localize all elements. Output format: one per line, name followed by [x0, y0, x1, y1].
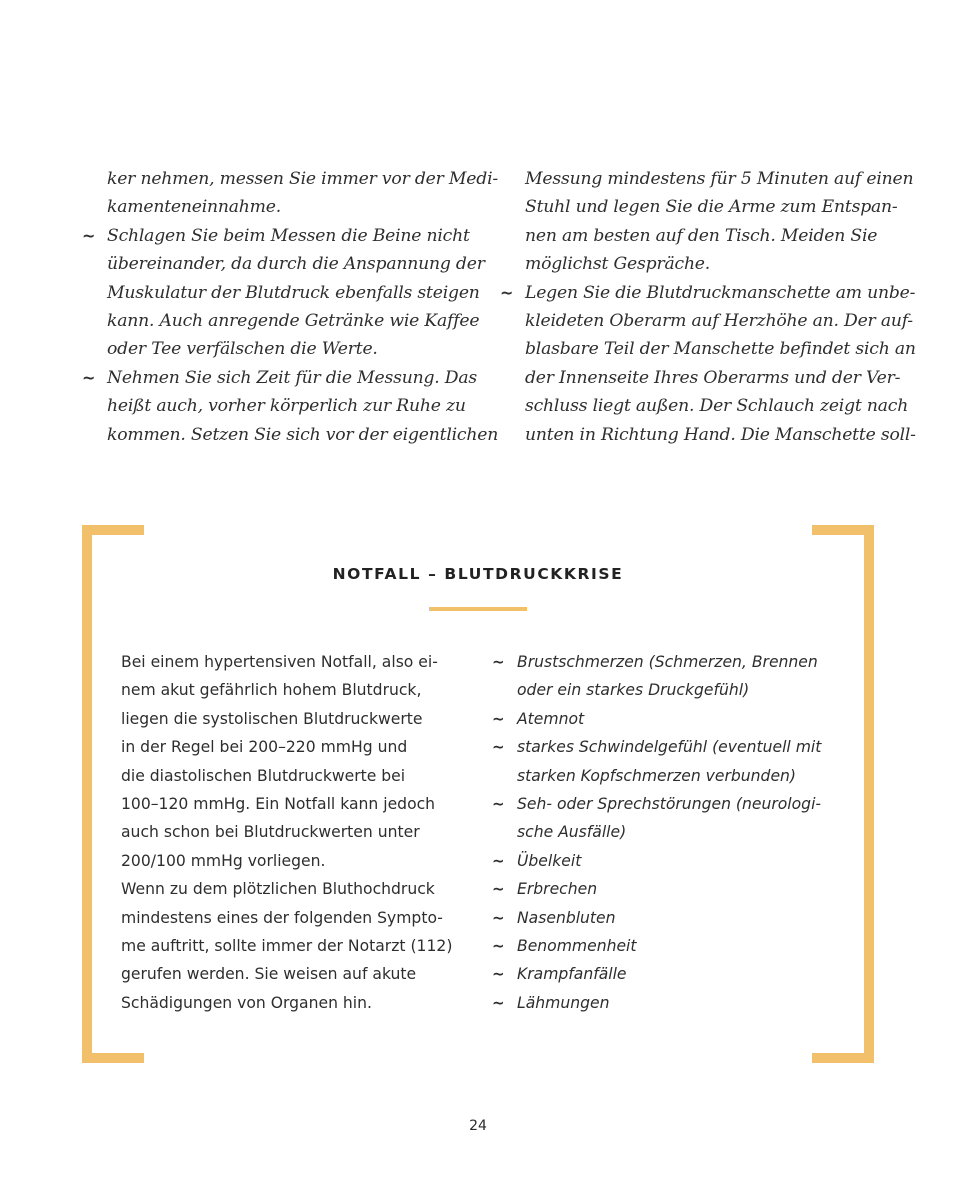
- tilde-bullet-icon: ~: [492, 908, 505, 927]
- line-text: Krampfanfälle: [517, 965, 627, 984]
- tilde-bullet-icon: ~: [500, 282, 514, 302]
- line-text: Brustschmerzen (Schmerzen, Brennen: [517, 653, 818, 671]
- box-text-line: Schädigungen von Organen hin.: [121, 993, 372, 1012]
- line-text: heißt auch, vorher körperlich zur Ruhe zu: [107, 396, 466, 417]
- body-text-line: [500, 392, 909, 420]
- body-text-line: [82, 250, 485, 278]
- line-text: ker nehmen, messen Sie immer vor der Medi-: [107, 169, 498, 189]
- line-text: Muskulatur der Blutdruck ebenfalls steigen: [107, 282, 480, 303]
- line-text: Stuhl und legen Sie die Arme zum Entspan-: [525, 197, 898, 218]
- symptom-item: [492, 705, 842, 733]
- line-text: nen am besten auf den Tisch. Meiden Sie: [525, 225, 878, 246]
- symptom-item: [492, 733, 842, 761]
- symptom-item: [492, 648, 842, 676]
- line-text: sche Ausfälle): [517, 823, 627, 842]
- box-title-rule: [429, 607, 527, 611]
- line-text: Atemnot: [517, 709, 585, 728]
- box-text-line: Wenn zu dem plötzlichen Bluthochdruck: [121, 880, 435, 899]
- symptom-list: [492, 648, 842, 1017]
- box-text-line: liegen die systolischen Blutdruckwerte: [121, 709, 423, 728]
- box-text-line: Bei einem hypertensiven Notfall, also ei-: [121, 653, 438, 671]
- box-text-line: auch schon bei Blutdruckwerten unter: [121, 823, 420, 842]
- body-text-line: [500, 421, 916, 449]
- body-text-line: [82, 279, 480, 307]
- tilde-bullet-icon: ~: [492, 936, 505, 955]
- body-text-line: [500, 165, 914, 193]
- line-text: starkes Schwindelgefühl (eventuell mit: [517, 738, 822, 757]
- tilde-bullet-icon: ~: [492, 993, 505, 1012]
- line-text: der Innenseite Ihres Oberarms und der Ver-: [525, 367, 901, 388]
- line-text: Schlagen Sie beim Messen die Beine nicht: [107, 225, 470, 246]
- box-title: NOTFALL – BLUTDRUCKKRISE: [332, 565, 624, 583]
- line-text: Lähmungen: [517, 993, 610, 1012]
- tilde-bullet-icon: ~: [492, 738, 505, 757]
- body-text-line: [500, 250, 890, 278]
- body-text-line: [500, 364, 901, 392]
- body-text-line: [82, 307, 480, 335]
- box-text-line: die diastolischen Blutdruckwerte bei: [121, 766, 406, 785]
- box-text-line: 100–120 mmHg. Ein Notfall kann jedoch: [121, 794, 436, 813]
- box-intro-text: [121, 648, 466, 1017]
- symptom-item: [492, 847, 842, 875]
- tilde-bullet-icon: ~: [492, 965, 505, 984]
- body-text-line: [82, 165, 498, 193]
- line-text: Nasenbluten: [517, 908, 616, 927]
- line-text: kann. Auch anregende Getränke wie Kaffee: [107, 310, 480, 331]
- line-text: möglichst Gespräche.: [525, 254, 711, 275]
- body-text-line: [500, 193, 898, 221]
- line-text: übereinander, da durch die Anspannung der: [107, 254, 485, 275]
- symptom-item: [492, 875, 842, 903]
- body-text-line: [82, 335, 462, 363]
- line-text: Seh- oder Sprechstörungen (neurologi-: [517, 794, 822, 813]
- symptom-item: [492, 904, 842, 932]
- line-text: Nehmen Sie sich Zeit für die Messung. Das: [107, 367, 478, 388]
- tilde-bullet-icon: ~: [82, 367, 96, 387]
- body-text-line: [82, 193, 462, 221]
- body-text-line: [82, 364, 478, 392]
- symptom-item: [492, 790, 842, 818]
- line-text: blasbare Teil der Manschette befindet sich an: [525, 339, 916, 360]
- line-text: Erbrechen: [517, 880, 598, 899]
- tilde-bullet-icon: ~: [492, 653, 505, 671]
- line-text: Benommenheit: [517, 936, 637, 955]
- box-text-line: 200/100 mmHg vorliegen.: [121, 851, 326, 870]
- symptom-item: [492, 989, 842, 1017]
- body-text-line: [500, 307, 913, 335]
- body-text-line: [500, 335, 916, 363]
- tilde-bullet-icon: ~: [492, 880, 505, 899]
- line-text: kleideten Oberarm auf Herzhöhe an. Der auf-: [525, 310, 913, 331]
- box-text-line: gerufen werden. Sie weisen auf akute: [121, 965, 417, 984]
- symptom-item: [492, 818, 842, 846]
- symptom-item: [492, 960, 842, 988]
- line-text: Legen Sie die Blutdruckmanschette am unbe-: [525, 282, 916, 303]
- body-column-left: [82, 165, 499, 449]
- box-text-line: in der Regel bei 200–220 mmHg und: [121, 738, 408, 757]
- line-text: oder ein starkes Druckgefühl): [517, 681, 750, 700]
- body-text-line: [500, 222, 890, 250]
- box-text-line: me auftritt, sollte immer der Notarzt (112): [121, 936, 453, 955]
- tilde-bullet-icon: ~: [82, 225, 96, 245]
- body-text-line: [82, 222, 470, 250]
- tilde-bullet-icon: ~: [492, 794, 505, 813]
- tilde-bullet-icon: ~: [492, 709, 505, 728]
- line-text: kamenteneinnahme.: [107, 197, 282, 218]
- body-text-line: [500, 279, 916, 307]
- box-text-line: nem akut gefährlich hohem Blutdruck,: [121, 681, 422, 700]
- symptom-item: [492, 932, 842, 960]
- line-text: Messung mindestens für 5 Minuten auf einen: [525, 169, 914, 189]
- box-text-line: mindestens eines der folgenden Sympto-: [121, 908, 443, 927]
- symptom-item: [492, 676, 842, 704]
- page-number: 24: [469, 1118, 487, 1134]
- line-text: oder Tee verfälschen die Werte.: [107, 339, 378, 360]
- line-text: schluss liegt außen. Der Schlauch zeigt nach: [525, 396, 909, 417]
- body-text-line: [82, 392, 466, 420]
- body-column-right: [500, 165, 916, 449]
- line-text: Übelkeit: [517, 851, 582, 870]
- symptom-item: [492, 762, 842, 790]
- line-text: kommen. Setzen Sie sich vor der eigentlichen: [107, 424, 499, 445]
- tilde-bullet-icon: ~: [492, 851, 505, 870]
- line-text: unten in Richtung Hand. Die Manschette soll-: [525, 424, 916, 445]
- line-text: starken Kopfschmerzen verbunden): [517, 766, 797, 785]
- body-text-line: [82, 421, 499, 449]
